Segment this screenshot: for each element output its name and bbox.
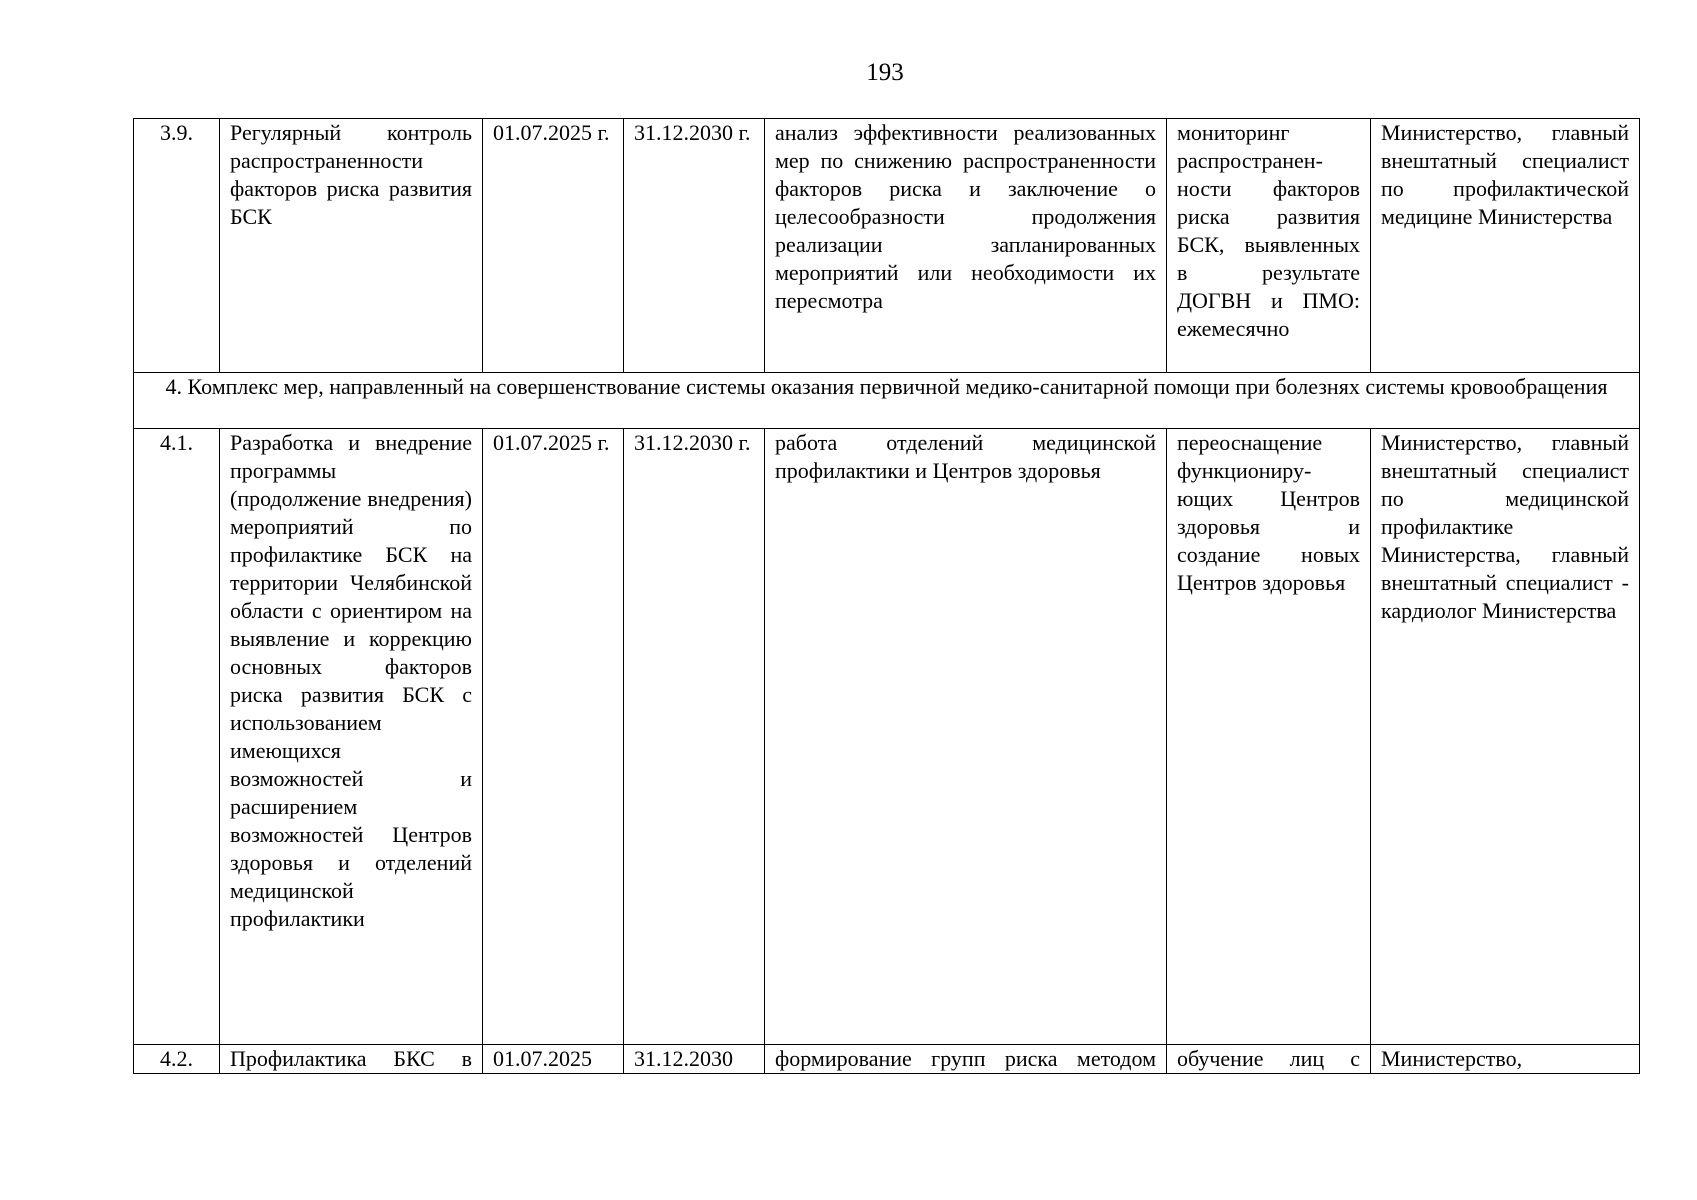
indicator-cell: обучение лиц с (1167, 1045, 1371, 1074)
indicator-cell: переоснащение функциониру-ющих Центров здоровья и создание новых Центров здоровья (1167, 429, 1371, 1045)
start-date-cell: 01.07.2025 г. (483, 429, 624, 1045)
indicator-cell: мониторинг распространен-ности факторов риска развития БСК, выявленных в результате ДОГВН и ПМО: ежемесячно (1167, 119, 1371, 373)
result-cell: работа отделений медицинской профилактики и Центров здоровья (765, 429, 1167, 1045)
page-number: 193 (866, 59, 904, 86)
start-date-cell: 01.07.2025 (483, 1045, 624, 1074)
row-number: 4.2. (134, 1045, 220, 1074)
section-4-title: 4. Комплекс мер, направленный на совершенствование системы оказания первичной медико-санитарной помощи при болезнях системы кровообращения (134, 373, 1640, 429)
event-cell: Регулярный контроль распространенности факторов риска развития БСК (220, 119, 483, 373)
result-cell: формирование групп риска методом (765, 1045, 1167, 1074)
section-header-row (134, 373, 1640, 429)
row-number: 3.9. (134, 119, 220, 373)
result-cell: анализ эффективности реализованных мер по снижению распространенности факторов риска и заключение о целесообразности продолжения реализации запланированных мероприятий или необходимости их пересмотра (765, 119, 1167, 373)
event-cell: Разработка и внедрение программы (продолжение внедрения) мероприятий по профилактике БСК на территории Челябинской области с ориентиром на выявление и коррекцию основных факторов риска развития БСК с использованием имеющихся возможностей и расширением возможностей Центров здоровья и отделений медицинской профилактики (220, 429, 483, 1045)
table-row-3-9 (134, 119, 1640, 373)
end-date-cell: 31.12.2030 г. (624, 119, 765, 373)
end-date-cell: 31.12.2030 г. (624, 429, 765, 1045)
responsible-cell: Министерство, главный внештатный специалист по профилактической медицине Министерства (1371, 119, 1640, 373)
event-cell: Профилактика БКС в (220, 1045, 483, 1074)
table-row-4-2 (134, 1045, 1640, 1074)
responsible-cell: Министерство, главный внештатный специалист по медицинской профилактике Министерства, главный внештатный специалист - кардиолог Министерства (1371, 429, 1640, 1045)
end-date-cell: 31.12.2030 (624, 1045, 765, 1074)
row-number: 4.1. (134, 429, 220, 1045)
measures-table (133, 118, 1640, 1074)
table-row-4-1 (134, 429, 1640, 1045)
responsible-cell: Министерство, (1371, 1045, 1640, 1074)
start-date-cell: 01.07.2025 г. (483, 119, 624, 373)
